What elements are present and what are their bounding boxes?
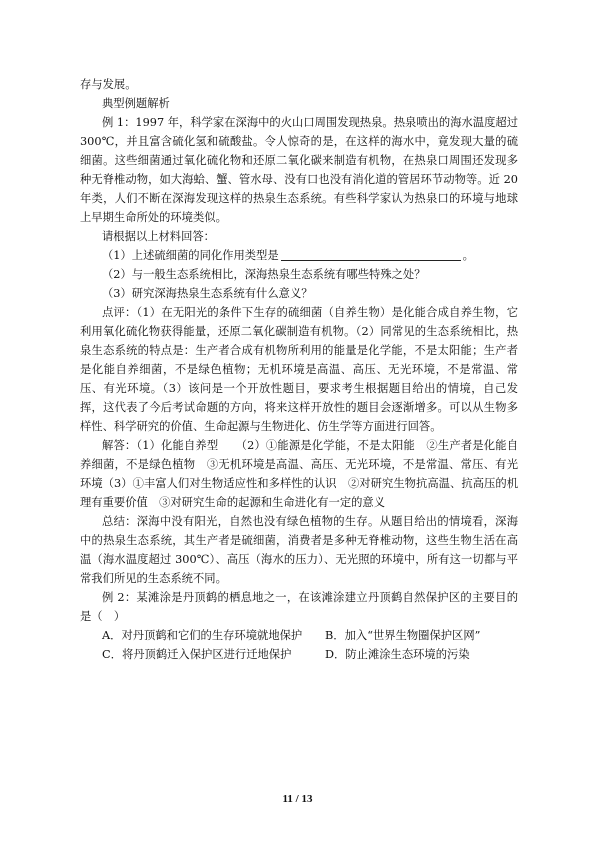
question-2: （2）与一般生态系统相比，深海热泉生态系统有哪些特殊之处？	[102, 268, 426, 281]
page-body	[80, 75, 518, 664]
section-heading: 典型例题解析	[102, 97, 170, 110]
prompt-text: 请根据以上材料回答：	[102, 230, 215, 243]
comment-paragraph: 点评：（1）在无阳光的条件下生存的硫细菌（自养生物）是化能合成自养生物，它利用氧化硫化物获得能量，还原二氧化碳制造有机物。（2）同常见的生态系统相比，热泉生态系统的特点是：生产者合成有机物所利用的能量是化学能，不是太阳能；生产者是化能自养细菌，不是绿色植物；无机环境是高温、高压、无光环境，不是常温、常压、有光环境。（3）该问是一个开放性题目，要求考生根据题目给出的情境，自己发挥，这代表了今后考试命题的方向，将来这样开放性的题目会逐渐增多。可以从生物多样性、科学研究的价值、生命起源与生物进化、仿生学等方面进行回答。	[80, 306, 518, 433]
paragraph-continuation: 存与发展。	[80, 78, 137, 91]
question-3: （3）研究深海热泉生态系统有什么意义？	[102, 287, 313, 300]
page-number: 11 / 13	[282, 793, 313, 805]
answer-blank	[281, 248, 461, 261]
example-1-text: 例 1：1997 年，科学家在深海中的火山口周围发现热泉。热泉喷出的海水温度超过 300℃，并且富含硫化氢和硫酸盐。令人惊奇的是，在这样的海水中，竟发现大量的硫细菌。这些细菌通过氧化硫化物和还原二氧化碳来制造有机物，在热泉口周围还发现多种无脊椎动物，如大海蛤、蟹、管水母、没有口也没有消化道的管居环节动物等。近 20 年类，人们不断在深海发现这样的热泉生态系统。有些科学家认为热泉口的环境与地球上早期生命所处的环境类似。	[80, 116, 518, 224]
question-1-end: 。	[462, 249, 474, 262]
example-2-text: 例 2：某滩涂是丹顶鹤的栖息地之一，在该滩涂建立丹顶鹤自然保护区的主要目的是（ ）	[80, 591, 518, 623]
summary-paragraph: 总结：深海中没有阳光，自然也没有绿色植物的生存。从题目给出的情境看，深海中的热泉生态系统，其生产者是硫细菌，消费者是多种无脊椎动物，这些生物生活在高温（海水温度超过 300℃）、高压（海水的压力）、无光照的环境中，所有这一切都与平常我们所见的生态系统不同。	[80, 515, 518, 585]
option-c: C．将丹顶鹤迁入保护区进行迁地保护	[102, 648, 292, 661]
answer-paragraph: 解答：（1）化能自养型 （2）①能源是化学能，不是太阳能 ②生产者是化能自养细菌，不是绿色植物 ③无机环境是高温、高压、无光环境，不是常温、常压、有光环境（3）①丰富人们对生物适应性和多样性的认识 ②对研究生物抗高温、抗高压的机理有重要价值 ③对研究生命的起源和生命进化有一定的意义	[80, 439, 518, 509]
question-1-text: （1）上述硫细菌的同化作用类型是	[102, 249, 279, 262]
options-row-1	[80, 626, 518, 645]
option-a: A．对丹顶鹤和它们的生存环境就地保护	[102, 629, 303, 642]
option-b: B．加入“世界生物圈保护区网”	[325, 629, 481, 642]
option-d: D．防止滩涂生态环境的污染	[325, 648, 470, 661]
question-1	[80, 246, 518, 265]
options-row-2	[80, 645, 518, 664]
